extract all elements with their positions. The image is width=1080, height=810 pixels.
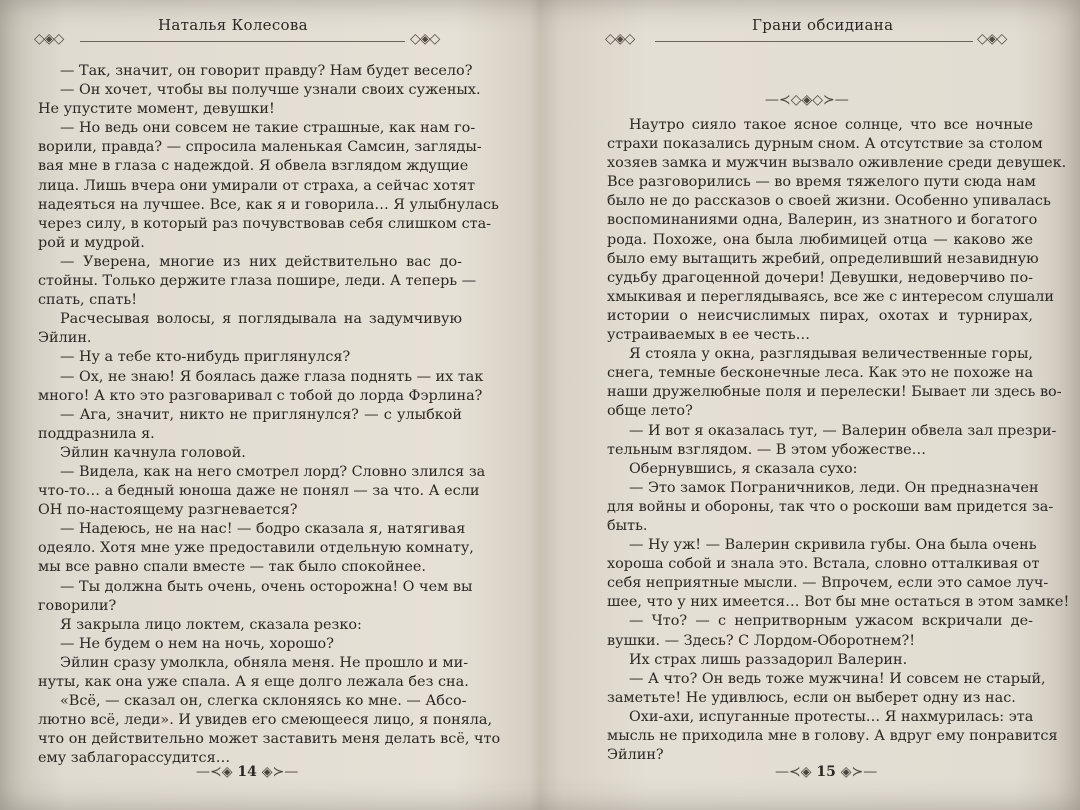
text-line: было ему вытащить жребий, определивший незавидную <box>607 250 1039 267</box>
text-line: через силу, в который раз почувствовав себя слишком ста- <box>38 215 492 232</box>
text-line: Эйлин качнула головой. <box>60 444 246 461</box>
text-line: одеяло. Хотя мне уже предоставили отдельную комнату, <box>38 540 474 557</box>
text-line: — Ну а тебе кто-нибудь приглянулся? <box>60 349 351 366</box>
text-line: Я закрыла лицо локтем, сказала резко: <box>60 616 362 633</box>
text-line: «Всё, — сказал он, слегка склоняясь ко мне. — Абсо- <box>60 693 467 710</box>
text-line: Эйлин. <box>38 330 92 347</box>
text-line: ему заблагорассудится… <box>38 750 231 767</box>
left-page-number-text: 14 <box>237 764 257 780</box>
chapter-divider-ornament: —≺◇◈◇≻— <box>765 92 849 108</box>
text-line: Наутро сияло такое ясное солнце, что все ночные <box>629 117 1033 133</box>
text-line: устраиваемых в ее честь… <box>607 327 810 344</box>
folio-ornament-right: ◈≻— <box>261 764 299 780</box>
text-line: судьбу драгоценной дочери! Девушки, недоверчиво по- <box>607 269 1033 286</box>
text-line: — Видела, как на него смотрел лорд? Словно злился за <box>60 463 486 480</box>
text-line: поддразнила я. <box>38 425 155 442</box>
text-line: истории о неисчислимых пирах, охотах и турнирах, <box>607 307 1033 324</box>
text-line: наши дружелюбные поля и перелески! Бывает ли здесь во- <box>607 384 1062 401</box>
text-line: Их страх лишь раззадорил Валерин. <box>629 651 908 668</box>
text-line: — Надеюсь, не на нас! — бодро сказала я, натягивая <box>60 521 466 538</box>
text-line: — Не будем о нем на ночь, хорошо? <box>60 635 334 652</box>
header-rule-left <box>80 41 405 42</box>
ornament-right-inner: ◇◈◇ <box>977 31 1007 47</box>
text-line: — Ты должна быть очень, очень осторожна! О чем вы <box>60 578 473 595</box>
text-line: — И вот я оказалась тут, — Валерин обвела зал презри- <box>629 422 1057 439</box>
text-line: — Что? — с непритворным ужасом вскричали де- <box>629 613 1033 630</box>
text-line: хороша собой и знала это. Встала, словно отталкивая от <box>607 556 1040 573</box>
right-page-body <box>607 116 1070 765</box>
header-rule-right <box>655 41 973 42</box>
text-line: для войны и обороны, так что о роскоши вам придется за- <box>607 498 1054 515</box>
text-line: заметьте! Не удивлюсь, если он выберет одну из нас. <box>607 689 1016 706</box>
text-line: Расчесывая волосы, я поглядывала на задумчивую <box>60 311 462 328</box>
running-head-title: Грани обсидиана <box>752 16 894 34</box>
text-line: Все разговорились — во время тяжелого пути сюда нам <box>607 174 1036 191</box>
text-line: хмыкивая и переглядываясь, все же с интересом слушали <box>607 288 1055 305</box>
text-line: что-то… а бедный юноша даже не понял — за что. А если <box>38 483 480 500</box>
text-line: что он действительно может заставить меня делать всё, что <box>38 731 501 748</box>
text-line: Эйлин? <box>607 747 664 764</box>
text-line: воспоминаниями одна, Валерин, из знатного и богатого <box>607 212 1038 229</box>
text-line: — Он хочет, чтобы вы получше узнали своих суженых. <box>60 82 481 99</box>
left-page <box>0 0 535 810</box>
text-line: хозяев замка и мужчин вызвало оживление среди девушек. <box>607 155 1067 172</box>
text-line: рой и мудрой. <box>38 234 145 251</box>
text-line: — Это замок Пограничников, леди. Он предназначен <box>629 479 1039 496</box>
text-line: Эйлин сразу умолкла, обняла меня. Не прошло и ми- <box>60 654 469 671</box>
text-line: мысль не приходила мне в голову. А вдруг ему понравится <box>607 728 1058 744</box>
left-page-number <box>196 764 298 780</box>
text-line: говорили? <box>38 597 117 614</box>
text-line: лица. Лишь вчера они умирали от страха, а сейчас хотят <box>38 177 476 194</box>
folio-ornament-left: —≺◈ <box>196 764 233 780</box>
right-page-number <box>775 764 877 780</box>
ornament-right-outer: ◇◈◇ <box>605 31 635 47</box>
left-page-body <box>38 62 501 768</box>
text-line: было не до рассказов о своей жизни. Особенно упивалась <box>607 193 1051 210</box>
text-line: — Уверена, многие из них действительно вас до- <box>60 253 462 270</box>
text-line: обще лето? <box>607 403 693 420</box>
text-line: — Но ведь они совсем не такие страшные, как нам го- <box>60 120 476 137</box>
text-line: спать, спать! <box>38 292 137 309</box>
text-line: себя неприятные мысли. — Впрочем, если это самое луч- <box>607 575 1049 592</box>
text-line: тельным взглядом. — В этом убожестве… <box>607 441 926 458</box>
text-line: Не упустите момент, девушки! <box>38 101 275 118</box>
text-line: Я стояла у окна, разглядывая величественные горы, <box>629 346 1033 363</box>
right-page-number-text: 15 <box>816 764 836 780</box>
text-line: — Ну уж! — Валерин скривила губы. Она была очень <box>629 537 1037 554</box>
text-line: Обернувшись, я сказала сухо: <box>629 460 858 477</box>
text-line: — А что? Он ведь тоже мужчина! И совсем не старый, <box>629 670 1046 687</box>
running-head-author: Наталья Колесова <box>158 16 308 34</box>
text-line: ОН по-настоящему разгневается? <box>38 502 298 519</box>
folio-ornament-right: ◈≻— <box>840 764 878 780</box>
text-line: шее, что у них имеется… Вот бы мне остаться в этом замке! <box>607 594 1070 611</box>
text-line: — Так, значит, он говорит правду? Нам будет весело? <box>60 63 473 79</box>
text-line: много! А кто это разговаривал с тобой до лорда Фэрлина? <box>38 387 483 404</box>
text-line: — Ох, не знаю! Я боялась даже глаза поднять — их так <box>60 368 484 385</box>
text-line: страхи показались дурным сном. А отсутствие за столом <box>607 136 1043 153</box>
text-line: ворили, правда? — спросила маленькая Самсин, загляды- <box>38 139 482 156</box>
text-line: стойны. Только держите глаза пошире, леди. А теперь — <box>38 273 477 290</box>
ornament-left-outer: ◇◈◇ <box>34 31 64 47</box>
text-line: рода. Похоже, она была любимицей отца — каково же <box>607 231 1033 248</box>
text-line: вушки. — Здесь? С Лордом-Оборотнем?! <box>607 632 915 649</box>
text-line: быть. <box>607 517 648 534</box>
text-line: мы все равно спали вместе — так было спокойнее. <box>38 559 426 576</box>
text-line: лютно всё, леди». И увидев его смеющееся лицо, я поняла, <box>38 712 493 729</box>
text-line: нуты, как она уже спала. А я еще долго лежала без сна. <box>38 674 469 690</box>
folio-ornament-left: —≺◈ <box>775 764 812 780</box>
text-line: надеяться на лучшее. Все, как я и говорила… Я улыбнулась <box>38 196 499 213</box>
text-line: Охи-ахи, испуганные протесты… Я нахмурилась: эта <box>629 708 1034 725</box>
text-line: снега, темные бесконечные леса. Как это не похоже на <box>607 365 1034 382</box>
right-page <box>545 0 1080 810</box>
text-line: — Ага, значит, никто не приглянулся? — с улыбкой <box>60 406 462 423</box>
text-line: вая мне в глаза с надеждой. Я обвела взглядом ждущие <box>38 158 469 175</box>
ornament-left-inner: ◇◈◇ <box>410 31 440 47</box>
